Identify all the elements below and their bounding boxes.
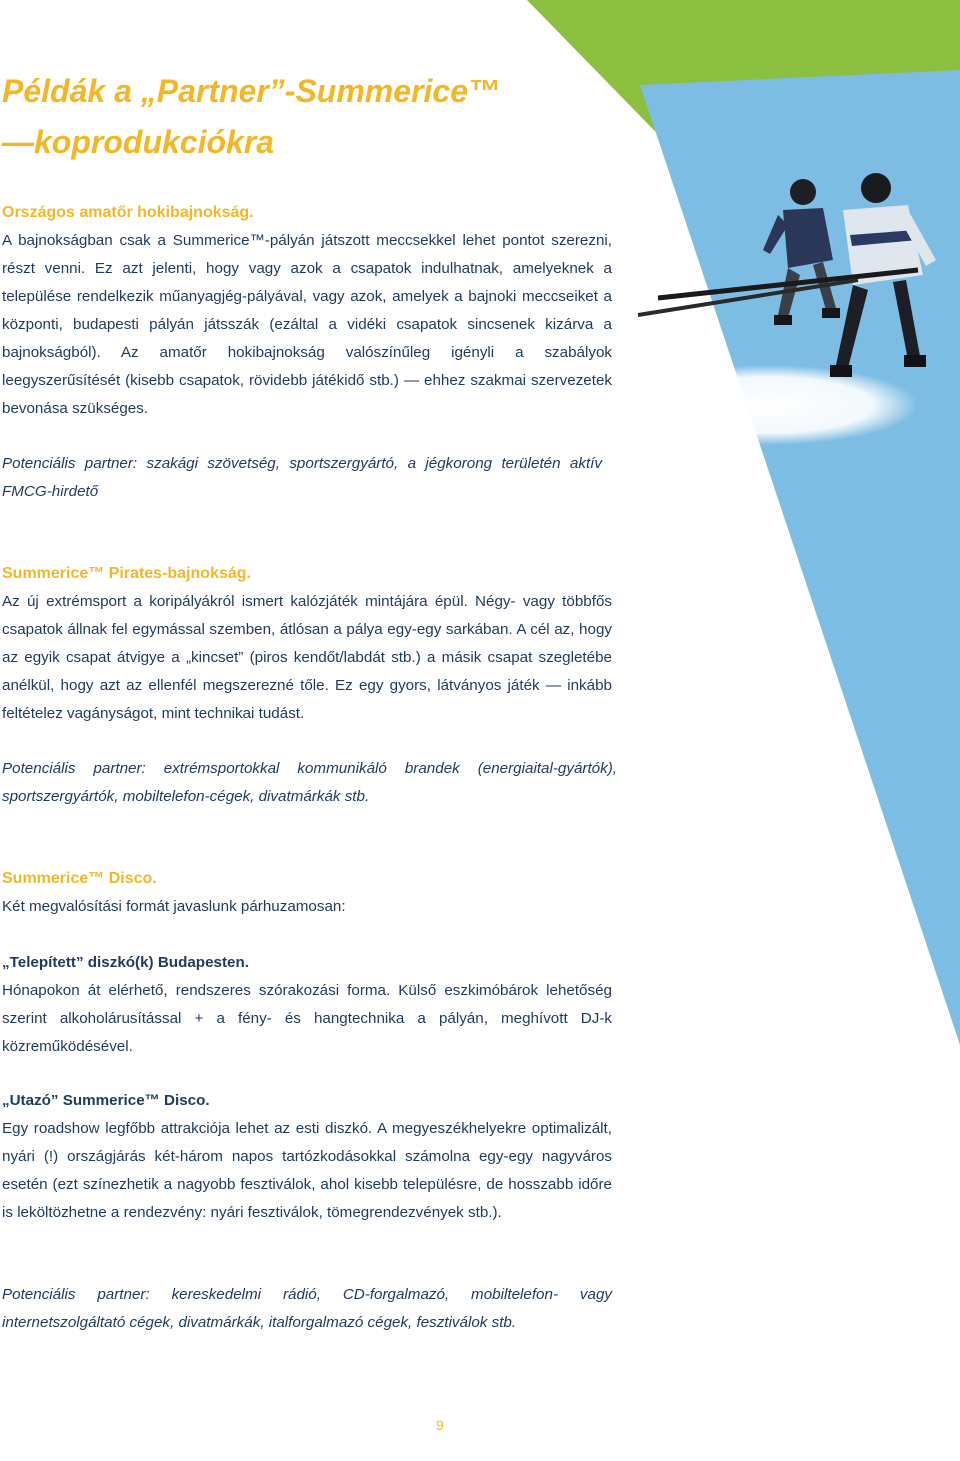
page-title-line1: Példák a „Partner”-Summerice™ — [2, 73, 500, 109]
ice-glow — [618, 365, 918, 445]
section-heading-pirates: Summerice™ Pirates-bajnokság. — [2, 565, 251, 582]
subsection-body-travelling-disco: Egy roadshow legfőbb attrakciója lehet az esti diszkó. A megyeszékhelyekre optimalizált, nyári (!) országjárás két-három napos tartózkodásokkal számolna egy-egy nagyváros esetén (ezt színezhetik a nagyobb fesztiválok, ahol kisebb településre, de hosszabb időre is leköltözhetne a rendezvény: nyári fesztiválok, tömegrendezvények stb.). — [2, 1120, 612, 1221]
page-title-line2: —koprodukciókra — [2, 124, 275, 160]
section-partner-disco: Potenciális partner: kereskedelmi rádió, CD-forgalmazó, mobiltelefon- vagy internetszolgáltató cégek, divatmárkák, italforgalmazó cégek, fesztiválok stb. — [2, 1286, 612, 1331]
page-title — [2, 66, 500, 168]
subsection-body-installed-disco: Hónapokon át elérhető, rendszeres szórakozási forma. Külső eszkimóbárok lehetőség szerint alkoholárusítással + a fény- és hangtechnika a pályán, meghívott DJ-k közreműködésével. — [2, 982, 612, 1055]
section-body-hockey: A bajnokságban csak a Summerice™-pályán játszott meccsekkel lehet pontot szerezni, részt venni. Ez azt jelenti, hogy vagy azok a csapatok indulhatnak, amelyeknek a települése rendelkezik műanyagjég-pályával, vagy azok, amelyek a bajnoki meccseiket a központi, budapesti pályán játsszák (ezáltal a vidéki csapatok sincsenek kizárva a bajnokságból). Az amatőr hokibajnokság valószínűleg igényli a szabályok leegyszerűsítését (kisebb csapatok, rövidebb játékidő stb.) — ehhez szakmai szervezetek bevonása szükséges. — [2, 232, 612, 417]
section-heading-hockey: Országos amatőr hokibajnokság. — [2, 204, 254, 221]
hockey-players-image — [618, 150, 948, 450]
section-partner-pirates: Potenciális partner: extrémsportokkal kommunikáló brandek (energiaital-gyártók), sportszergyártók, mobiltelefon-cégek, divatmárkák stb. — [2, 760, 617, 805]
section-body-pirates: Az új extrémsport a koripályákról ismert kalózjáték mintájára épül. Négy- vagy többfős csapatok állnak fel egymással szemben, átlósan a pálya egy-egy sarkában. A cél az, hogy az egyik csapat átvigye a „kincset” (piros kendőt/labdát stb.) a másik csapat szegletébe anélkül, hogy azt az ellenfél megszerezné tőle. Ez egy gyors, látványos játék — inkább feltételez vagányságot, mint technikai tudást. — [2, 593, 612, 722]
section-intro-disco: Két megvalósítási formát javaslunk párhuzamosan: — [2, 898, 346, 915]
subsection-title-travelling-disco: „Utazó” Summerice™ Disco. — [2, 1092, 210, 1109]
back-player — [763, 179, 840, 325]
subsection-title-installed-disco: „Telepített” diszkó(k) Budapesten. — [2, 954, 249, 971]
section-partner-hockey: Potenciális partner: szakági szövetség, sportszergyártó, a jégkorong területén aktív FMCG-hirdető — [2, 455, 602, 500]
page-number: 9 — [436, 1417, 444, 1433]
section-heading-disco: Summerice™ Disco. — [2, 870, 157, 887]
